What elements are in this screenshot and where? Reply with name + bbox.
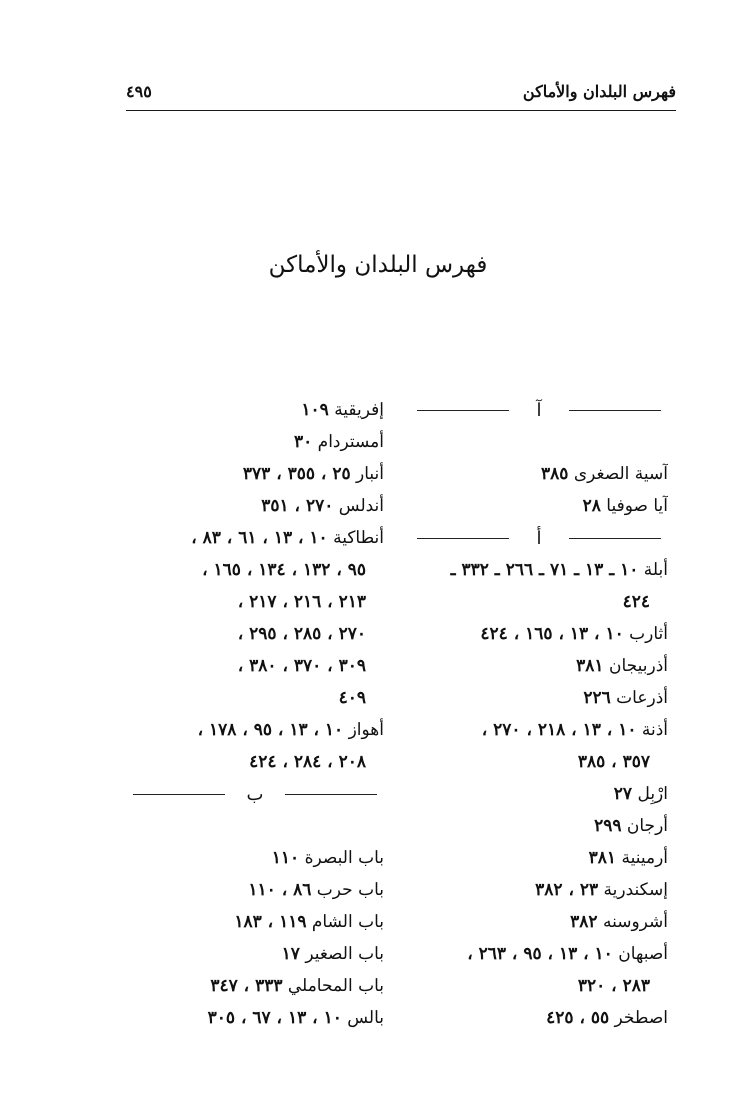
entry-refs: ٣٨٢ <box>570 912 598 932</box>
section-rule <box>569 538 661 539</box>
index-title: فهرس البلدان والأماكن <box>268 252 488 278</box>
index-entry <box>410 490 668 522</box>
index-entry <box>126 938 384 970</box>
entry-refs: ٣٨١ <box>588 848 617 868</box>
index-column-right <box>410 394 668 1034</box>
entry-name: آيا صوفيا <box>606 496 668 516</box>
index-entry <box>410 906 668 938</box>
index-entry <box>410 554 668 586</box>
entry-continuation: ٩٥ ، ١٣٢ ، ١٣٤ ، ١٦٥ ، <box>202 560 366 580</box>
entry-refs: ١٠ ، ١٣ ، ٦١ ، ٨٣ ، <box>191 528 328 548</box>
section-heading-a <box>410 522 668 554</box>
section-letter: ب <box>246 783 264 805</box>
index-entry <box>126 394 384 426</box>
index-entry <box>410 682 668 714</box>
section-rule <box>417 538 509 539</box>
entry-name: باب الشام <box>311 912 384 932</box>
entry-refs: ٣٨١ <box>576 656 604 676</box>
index-entry <box>126 490 384 522</box>
entry-refs: ٣٨٥ <box>541 464 569 484</box>
entry-name: أمستردام <box>317 432 384 452</box>
entry-refs: ٢٢٦ <box>583 688 611 708</box>
index-entry <box>126 842 384 874</box>
entry-name: إسكندرية <box>603 880 668 900</box>
entry-continuation: ٣٥٧ ، ٣٨٥ <box>577 752 650 772</box>
page-header <box>126 82 676 111</box>
entry-name: أصبهان <box>618 944 668 964</box>
entry-refs: ٢٥ ، ٣٥٥ ، ٣٧٣ <box>242 464 351 484</box>
section-rule <box>569 410 661 411</box>
section-letter: أ <box>536 527 542 549</box>
entry-refs: ٣٣٣ ، ٣٤٧ <box>210 976 283 996</box>
index-entry <box>410 874 668 906</box>
entry-refs: ٢٧ <box>613 784 633 804</box>
section-heading-b <box>126 778 384 810</box>
entry-name: اصطخر <box>614 1008 668 1028</box>
index-entry <box>126 714 384 746</box>
entry-name: باب الصغير <box>305 944 384 964</box>
index-entry <box>410 810 668 842</box>
entry-refs: ٨٦ ، ١١٠ <box>248 880 312 900</box>
entry-continuation: ٢٠٨ ، ٢٨٤ ، ٤٢٤ <box>249 752 366 772</box>
entry-refs: ١٠ ، ١٣ ، ٩٥ ، ٢٦٣ ، <box>467 944 613 964</box>
entry-refs: ١٠٩ <box>301 400 329 420</box>
section-letter: آ <box>536 399 542 421</box>
entry-name: أثارب <box>629 624 668 644</box>
entry-name: أذربيجان <box>608 656 668 676</box>
entry-refs: ٢٩٩ <box>594 816 622 836</box>
entry-name: باب المحاملي <box>287 976 384 996</box>
section-rule <box>133 794 225 795</box>
index-entry <box>410 778 668 810</box>
entry-name: أنبار <box>356 464 384 484</box>
entry-name: أبلة <box>643 560 668 580</box>
page-number: ٤٩٥ <box>126 82 152 101</box>
running-title: فهرس البلدان والأماكن <box>522 82 676 101</box>
entry-continuation: ٤٠٩ <box>338 688 366 708</box>
entry-refs: ٢٨ <box>582 496 601 516</box>
entry-continuation: ٣٠٩ ، ٣٧٠ ، ٣٨٠ ، <box>237 656 366 676</box>
index-entry <box>410 618 668 650</box>
section-rule <box>285 794 377 795</box>
entry-refs: ٢٧٠ ، ٣٥١ <box>261 496 334 516</box>
index-entry <box>126 522 384 554</box>
entry-name: أرجان <box>626 816 668 836</box>
entry-name: أشروسنه <box>602 912 668 932</box>
spacer <box>410 426 668 458</box>
index-entry <box>410 842 668 874</box>
entry-continuation: ٢١٣ ، ٢١٦ ، ٢١٧ ، <box>237 592 366 612</box>
entry-refs: ٢٣ ، ٣٨٢ <box>535 880 599 900</box>
spacer <box>126 810 384 842</box>
entry-continuation: ٢٧٠ ، ٢٨٥ ، ٢٩٥ ، <box>237 624 366 644</box>
index-entry <box>410 714 668 746</box>
entry-name: آسية الصغرى <box>573 464 668 484</box>
entry-name: أذنة <box>641 720 668 740</box>
index-entry <box>410 458 668 490</box>
entry-refs: ١٠ ، ١٣ ، ٩٥ ، ١٧٨ ، <box>197 720 344 740</box>
index-entry <box>126 906 384 938</box>
entry-refs: ١١٩ ، ١٨٣ <box>234 912 307 932</box>
entry-refs: ٥٥ ، ٤٢٥ <box>546 1008 610 1028</box>
section-rule <box>417 410 509 411</box>
entry-refs: ١٠ ، ١٣ ، ٦٧ ، ٣٠٥ <box>207 1008 342 1028</box>
entry-name: بالس <box>347 1008 384 1028</box>
entry-name: أنطاكية <box>333 528 384 548</box>
entry-refs: ٣٠ <box>294 432 313 452</box>
index-entry <box>126 874 384 906</box>
entry-name: باب البصرة <box>304 848 384 868</box>
entry-continuation: ٤٢٤ <box>622 592 650 612</box>
entry-refs: ١٠ ، ١٣ ، ٢١٨ ، ٢٧٠ ، <box>481 720 637 740</box>
entry-name: باب حرب <box>316 880 384 900</box>
entry-refs: ١٠ ، ١٣ ، ١٦٥ ، ٤٢٤ <box>480 624 624 644</box>
index-column-left <box>126 394 384 1034</box>
index-entry <box>126 970 384 1002</box>
entry-refs: ١٧ <box>281 944 300 964</box>
entry-name: إفريقية <box>334 400 384 420</box>
index-entry <box>126 426 384 458</box>
index-entry <box>126 458 384 490</box>
entry-name: أندلس <box>338 496 384 516</box>
entry-name: أرمينية <box>621 848 668 868</box>
entry-name: أهواز <box>348 720 384 740</box>
entry-name: ارْبِل <box>637 784 668 804</box>
index-entry <box>410 1002 668 1034</box>
section-heading-aa <box>410 394 668 426</box>
index-entry <box>410 938 668 970</box>
entry-refs: ١٠ ـ ١٣ ـ ٧١ ـ ٢٦٦ ـ ٣٣٢ ـ <box>450 560 639 580</box>
index-entry <box>126 1002 384 1034</box>
entry-refs: ١١٠ <box>271 848 300 868</box>
entry-name: أذرعات <box>616 688 668 708</box>
entry-continuation: ٢٨٣ ، ٣٢٠ <box>577 976 650 996</box>
index-entry <box>410 650 668 682</box>
